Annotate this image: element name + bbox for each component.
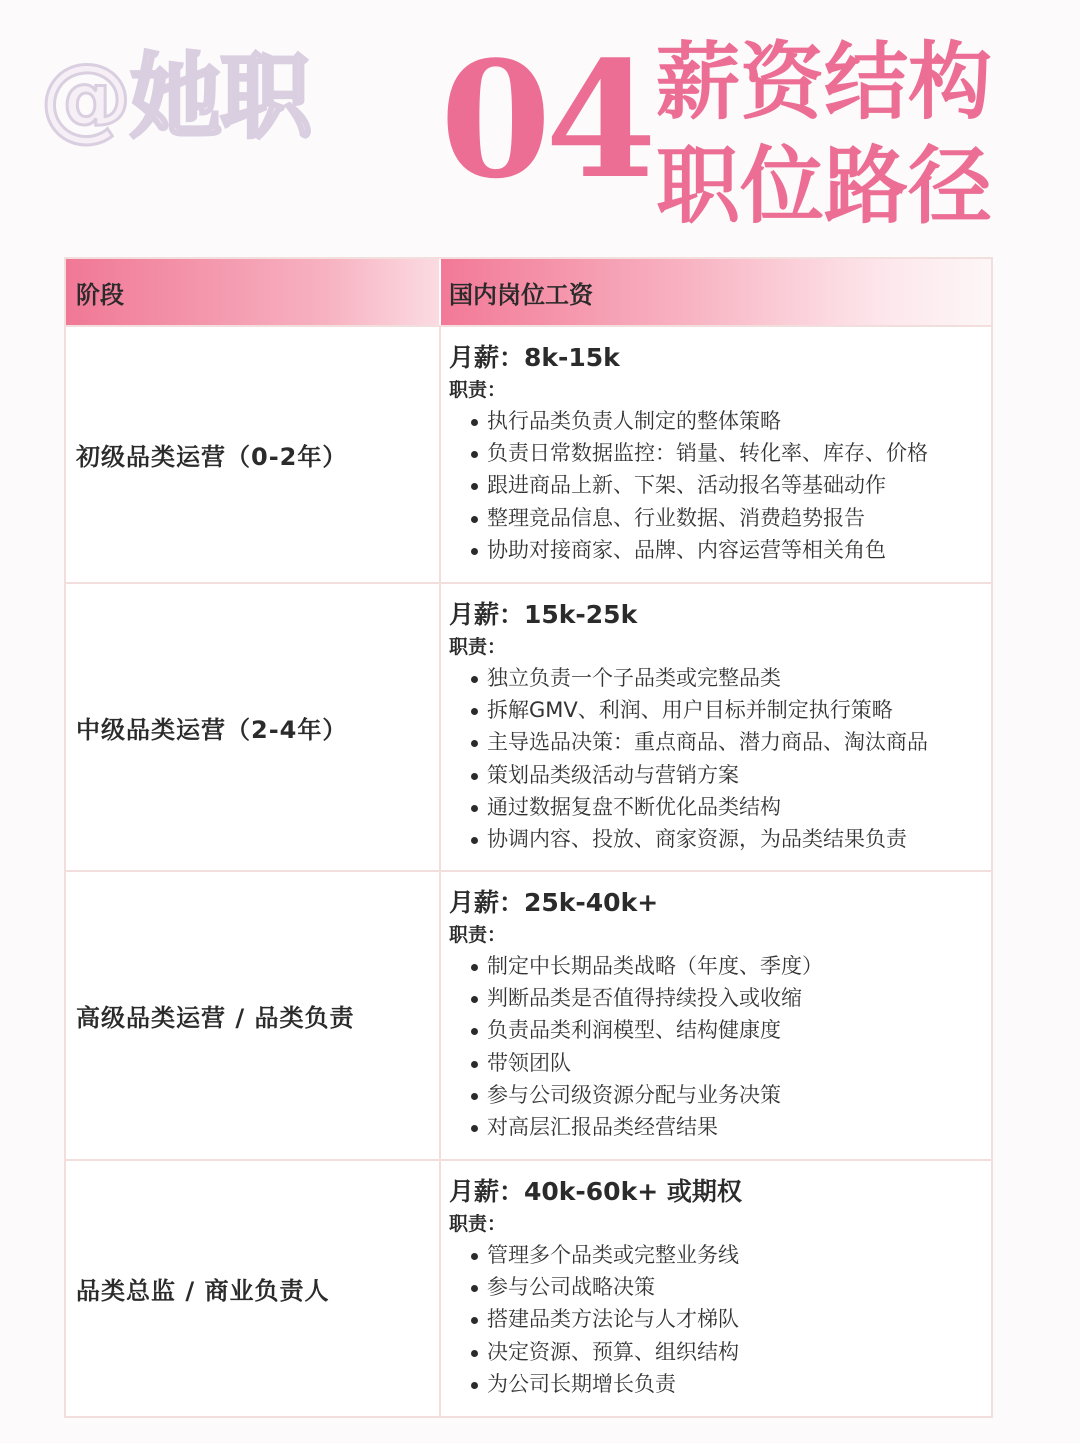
- list-item: 带领团队: [471, 1047, 991, 1079]
- duty-label: 职责：: [449, 924, 507, 946]
- stage-cell: [66, 1161, 441, 1416]
- list-item: 判断品类是否值得持续投入或收缩: [471, 982, 991, 1014]
- duty-list: [449, 1239, 991, 1400]
- header-cell-salary: [441, 259, 991, 325]
- title-line-1: 薪资结构: [656, 32, 993, 131]
- list-item: 跟进商品上新、下架、活动报名等基础动作: [471, 469, 991, 501]
- table-header-row: [66, 259, 991, 325]
- header-cell-stage: [66, 259, 441, 325]
- salary-cell: [441, 872, 991, 1159]
- list-item: 管理多个品类或完整业务线: [471, 1239, 991, 1271]
- salary-range: 月薪：15k-25k: [449, 600, 638, 629]
- list-item: 协调内容、投放、商家资源，为品类结果负责: [471, 823, 991, 855]
- title-line-2: 职位路径: [656, 136, 993, 235]
- list-item: 独立负责一个子品类或完整品类: [471, 662, 991, 694]
- list-item: 策划品类级活动与营销方案: [471, 759, 991, 791]
- page-title: [656, 30, 992, 238]
- salary-range: 月薪：8k-15k: [449, 343, 620, 372]
- list-item: 执行品类负责人制定的整体策略: [471, 405, 991, 437]
- stage-cell: [66, 584, 441, 870]
- list-item: 为公司长期增长负责: [471, 1368, 991, 1400]
- table-row: [66, 870, 991, 1159]
- list-item: 对高层汇报品类经营结果: [471, 1111, 991, 1143]
- duty-list: [449, 950, 991, 1143]
- section-number: 04: [440, 26, 651, 214]
- salary-cell: [441, 1161, 991, 1416]
- watermark-logo: @她职: [40, 44, 311, 151]
- list-item: 决定资源、预算、组织结构: [471, 1336, 991, 1368]
- header-label-stage: 阶段: [76, 280, 124, 309]
- list-item: 整理竞品信息、行业数据、消费趋势报告: [471, 502, 991, 534]
- list-item: 通过数据复盘不断优化品类结构: [471, 791, 991, 823]
- stage-label: 高级品类运营 / 品类负责: [76, 1004, 355, 1032]
- duty-list: [449, 662, 991, 855]
- stage-label: 初级品类运营（0-2年）: [76, 443, 348, 471]
- list-item: 制定中长期品类战略（年度、季度）: [471, 950, 991, 982]
- stage-label: 中级品类运营（2-4年）: [76, 715, 348, 744]
- duty-label: 职责：: [449, 1213, 507, 1235]
- list-item: 主导选品决策：重点商品、潜力商品、淘汰商品: [471, 726, 991, 758]
- duty-list: [449, 405, 991, 566]
- salary-cell: [441, 327, 991, 582]
- list-item: 协助对接商家、品牌、内容运营等相关角色: [471, 534, 991, 566]
- duty-label: 职责：: [449, 379, 507, 401]
- table-row: [66, 325, 991, 582]
- stage-cell: [66, 327, 441, 582]
- salary-range: 月薪：40k-60k+ 或期权: [449, 1177, 742, 1206]
- stage-label: 品类总监 / 商业负责人: [76, 1277, 330, 1305]
- table-row: [66, 1159, 991, 1416]
- list-item: 搭建品类方法论与人才梯队: [471, 1303, 991, 1335]
- salary-table: [64, 257, 993, 1418]
- list-item: 负责日常数据监控：销量、转化率、库存、价格: [471, 437, 991, 469]
- stage-cell: [66, 872, 441, 1159]
- duty-label: 职责：: [449, 636, 507, 658]
- list-item: 参与公司战略决策: [471, 1271, 991, 1303]
- list-item: 拆解GMV、利润、用户目标并制定执行策略: [471, 694, 991, 726]
- salary-cell: [441, 584, 991, 870]
- header-label-salary: 国内岗位工资: [449, 280, 593, 309]
- list-item: 负责品类利润模型、结构健康度: [471, 1014, 991, 1046]
- table-row: [66, 582, 991, 870]
- salary-range: 月薪：25k-40k+: [449, 888, 659, 917]
- list-item: 参与公司级资源分配与业务决策: [471, 1079, 991, 1111]
